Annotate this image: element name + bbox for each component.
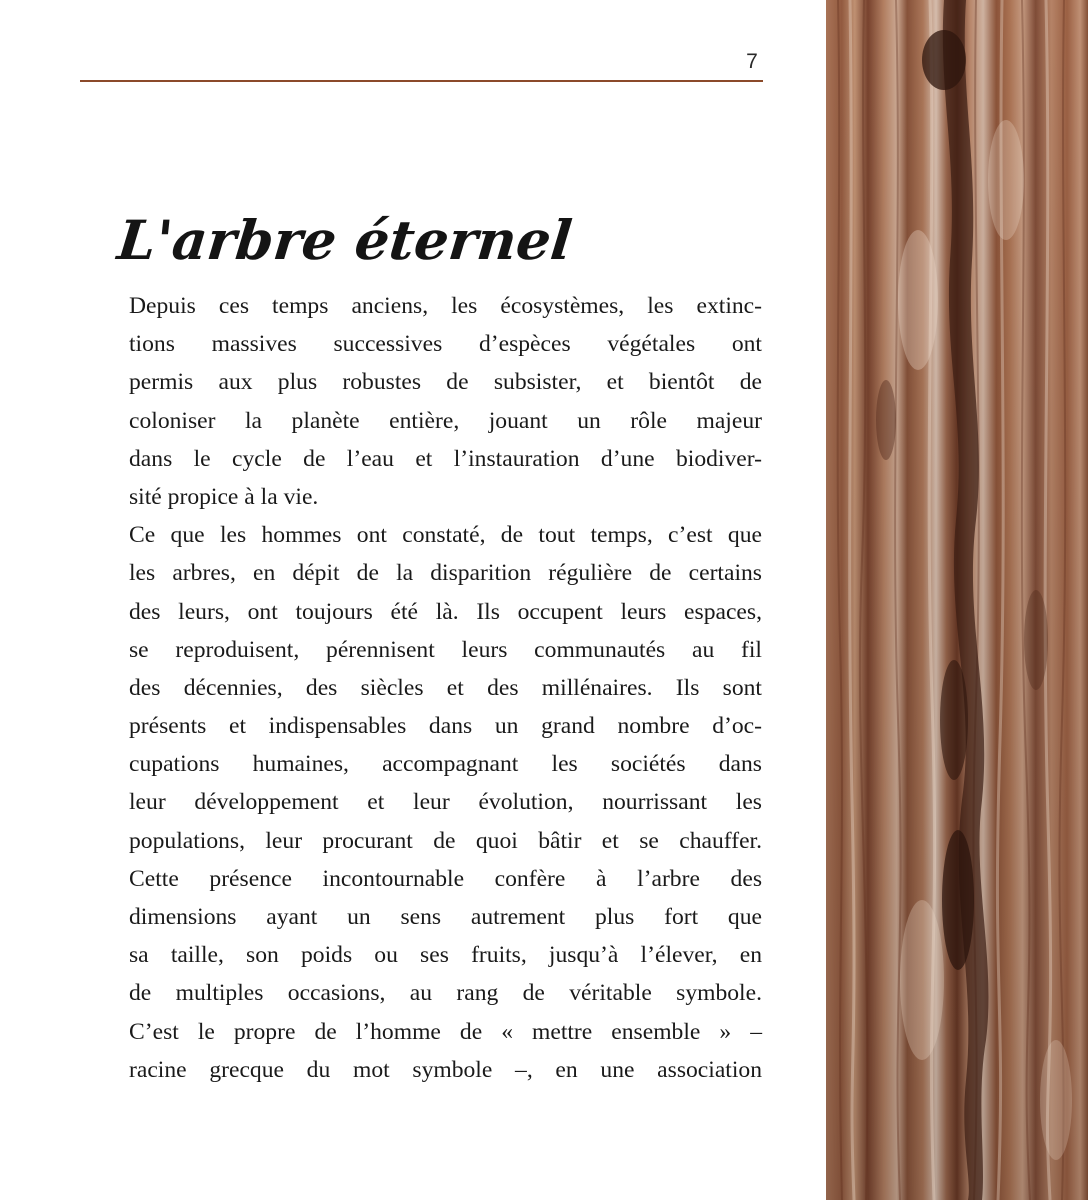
text-line: sa taille, son poids ou ses fruits, jusqu’à l’élever, en [129, 942, 762, 969]
text-line: permis aux plus robustes de subsister, et bientôt de [129, 369, 762, 396]
text-line: C’est le propre de l’homme de « mettre ensemble » – [129, 1018, 762, 1045]
text-line: coloniser la planète entière, jouant un rôle majeur [129, 407, 762, 434]
text-line: populations, leur procurant de quoi bâtir et se chauffer. [129, 827, 762, 854]
page-number: 7 [746, 50, 758, 73]
text-line: cupations humaines, accompagnant les sociétés dans [129, 751, 762, 778]
text-line: racine grecque du mot symbole –, en une association [129, 1056, 762, 1083]
text-line: tions massives successives d’espèces végétales ont [129, 331, 762, 358]
text-line: les arbres, en dépit de la disparition régulière de certains [129, 560, 762, 587]
text-line: dans le cycle de l’eau et l’instauration d’une biodiver- [129, 445, 762, 472]
chapter-title: L'arbre éternel [114, 208, 575, 272]
text-line: des leurs, ont toujours été là. Ils occupent leurs espaces, [129, 598, 762, 625]
text-line: de multiples occasions, au rang de véritable symbole. [129, 980, 762, 1007]
text-line: Ce que les hommes ont constaté, de tout temps, c’est que [129, 522, 762, 549]
text-line: sité propice à la vie. [129, 483, 319, 510]
bark-texture-illustration [826, 0, 1088, 1200]
text-line: des décennies, des siècles et des millénaires. Ils sont [129, 674, 762, 701]
text-line: Depuis ces temps anciens, les écosystèmes, les extinc- [129, 293, 762, 319]
header-rule [80, 80, 763, 82]
text-line: présents et indispensables dans un grand nombre d’oc- [129, 713, 762, 740]
text-line: Cette présence incontournable confère à l’arbre des [129, 865, 762, 892]
text-line: se reproduisent, pérennisent leurs communautés au fil [129, 636, 762, 663]
bark-image [826, 0, 1088, 1200]
text-line: dimensions ayant un sens autrement plus fort que [129, 904, 762, 930]
body-text [129, 287, 762, 1089]
text-line: leur développement et leur évolution, nourrissant les [129, 789, 762, 816]
